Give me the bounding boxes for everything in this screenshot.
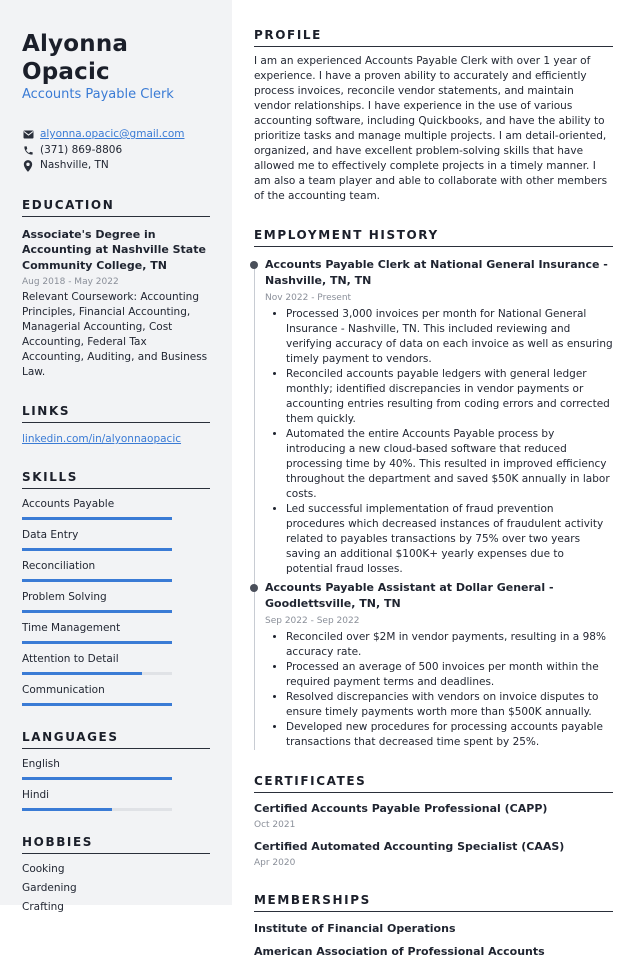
skill-label: Problem Solving xyxy=(22,591,210,604)
memberships-section xyxy=(254,893,613,963)
membership-item: American Association of Professional Accounts xyxy=(254,941,613,963)
languages-section xyxy=(22,730,210,811)
skill-level-bar xyxy=(22,548,172,551)
skill-label: Time Management xyxy=(22,622,210,635)
profile-text: I am an experienced Accounts Payable Clerk with over 1 year of experience. I have a proven ability to accurately and efficiently process invoices, reconcile vendor statements, and maintain vendor relationships. I have experience in the use of various accounting software, including Quickbooks, and have the ability to prioritize tasks and manage multiple projects. I am detail-oriented, organized, and have excellent problem-solving skills that have allowed me to effectively complete projects in a timely manner. I am also a team player and able to collaborate with other members of the accounting team. xyxy=(254,54,613,204)
skill-level-bar xyxy=(22,579,172,582)
language-level-bar xyxy=(22,808,172,811)
hobby-item: Crafting xyxy=(22,898,210,917)
skill-level-bar xyxy=(22,610,172,613)
hobbies-heading: HOBBIES xyxy=(22,835,210,854)
job-entry-dates: Sep 2022 - Sep 2022 xyxy=(265,615,613,627)
linkedin-link[interactable]: linkedin.com/in/alyonnaopacic xyxy=(22,433,181,445)
language-level-fill xyxy=(22,777,172,780)
skill-level-fill xyxy=(22,548,172,551)
links-heading: LINKS xyxy=(22,404,210,423)
job-title: Accounts Payable Clerk xyxy=(22,86,210,103)
skill-item xyxy=(22,653,210,675)
skill-label: Communication xyxy=(22,684,210,697)
languages-heading: LANGUAGES xyxy=(22,730,210,749)
skills-section xyxy=(22,470,210,706)
memberships-list xyxy=(254,918,613,963)
skill-label: Data Entry xyxy=(22,529,210,542)
skill-label: Reconciliation xyxy=(22,560,210,573)
certificate-item xyxy=(254,839,613,869)
skill-level-fill xyxy=(22,610,172,613)
phone-number: (371) 869-8806 xyxy=(40,143,122,159)
hobbies-list xyxy=(22,860,210,917)
language-level-fill xyxy=(22,808,112,811)
job-bullets xyxy=(265,630,613,750)
job-entry xyxy=(254,257,613,577)
job-entry xyxy=(254,580,613,750)
employment-section xyxy=(254,228,613,750)
certificate-item xyxy=(254,801,613,831)
phone-icon xyxy=(22,145,34,156)
certificate-date: Oct 2021 xyxy=(254,819,613,831)
job-bullets xyxy=(265,307,613,577)
email-link[interactable]: alyonna.opacic@gmail.com xyxy=(40,127,184,143)
language-level-bar xyxy=(22,777,172,780)
links-section xyxy=(22,404,210,446)
skill-level-fill xyxy=(22,641,172,644)
education-section xyxy=(22,198,210,381)
mail-icon xyxy=(22,130,34,139)
employment-heading: EMPLOYMENT HISTORY xyxy=(254,228,613,247)
education-degree: Associate's Degree in Accounting at Nashville State Community College, TN xyxy=(22,227,210,274)
skill-item xyxy=(22,591,210,613)
job-bullet: • Reconciled accounts payable ledgers with general ledger monthly; identified discrepancies in vendor payments or accounting entries resulting from coding errors and corrected them quickly. xyxy=(286,367,613,427)
skill-item xyxy=(22,529,210,551)
job-bullet: • Led successful implementation of fraud prevention procedures which decreased instances of fraudulent activity related to payables transactions by 75% over two years saving an additional $100K+ yearly expenses due to potential fraud losses. xyxy=(286,502,613,577)
certificate-title: Certified Automated Accounting Specialist (CAAS) xyxy=(254,839,613,854)
language-item xyxy=(22,789,210,811)
sidebar xyxy=(0,0,232,905)
contact-phone xyxy=(22,143,210,159)
certificates-section xyxy=(254,774,613,869)
education-heading: EDUCATION xyxy=(22,198,210,217)
memberships-heading: MEMBERSHIPS xyxy=(254,893,613,912)
skill-item xyxy=(22,560,210,582)
skill-label: Accounts Payable xyxy=(22,498,210,511)
skill-item xyxy=(22,622,210,644)
timeline-dot-icon xyxy=(250,261,258,269)
certificate-date: Apr 2020 xyxy=(254,857,613,869)
job-bullet: • Automated the entire Accounts Payable process by introducing a new cloud-based software that reduced processing time by 40%. This resulted in improved efficiency throughout the department and saved $50K annually in labor costs. xyxy=(286,427,613,502)
skill-level-fill xyxy=(22,672,142,675)
skill-level-fill xyxy=(22,703,172,706)
job-bullet: • Processed an average of 500 invoices per month within the required payment terms and deadlines. xyxy=(286,660,613,690)
job-bullet: • Resolved discrepancies with vendors on invoice disputes to ensure timely payments worth more than $500K annually. xyxy=(286,690,613,720)
contact-location xyxy=(22,158,210,174)
language-label: English xyxy=(22,758,210,771)
job-entry-dates: Nov 2022 - Present xyxy=(265,292,613,304)
contact-info xyxy=(22,127,210,174)
main-content xyxy=(232,0,640,905)
hobby-item: Gardening xyxy=(22,879,210,898)
education-description: Relevant Coursework: Accounting Principles, Financial Accounting, Managerial Accounting, Cost Accounting, Federal Tax Accounting, Auditing, and Business Law. xyxy=(22,290,210,380)
skill-item xyxy=(22,498,210,520)
skill-level-fill xyxy=(22,517,172,520)
job-entry-title: Accounts Payable Assistant at Dollar General - Goodlettsville, TN, TN xyxy=(265,580,613,612)
employment-timeline xyxy=(254,257,613,750)
timeline-dot-icon xyxy=(250,584,258,592)
location-pin-icon xyxy=(22,160,34,172)
skill-level-bar xyxy=(22,672,172,675)
language-item xyxy=(22,758,210,780)
candidate-name: Alyonna Opacic xyxy=(22,30,210,86)
job-bullet: • Processed 3,000 invoices per month for National General Insurance - Nashville, TN. This included reviewing and verifying accuracy of data on each invoice as well as ensuring timely payment to vendors. xyxy=(286,307,613,367)
certificates-heading: CERTIFICATES xyxy=(254,774,613,793)
job-bullet: • Reconciled over $2M in vendor payments, resulting in a 98% accuracy rate. xyxy=(286,630,613,660)
profile-heading: PROFILE xyxy=(254,28,613,47)
skill-label: Attention to Detail xyxy=(22,653,210,666)
language-label: Hindi xyxy=(22,789,210,802)
skills-heading: SKILLS xyxy=(22,470,210,489)
contact-email xyxy=(22,127,210,143)
education-dates: Aug 2018 - May 2022 xyxy=(22,276,210,288)
membership-item: Institute of Financial Operations xyxy=(254,918,613,941)
skill-level-bar xyxy=(22,641,172,644)
profile-section xyxy=(254,28,613,204)
job-entry-title: Accounts Payable Clerk at National General Insurance - Nashville, TN, TN xyxy=(265,257,613,289)
hobby-item: Cooking xyxy=(22,860,210,879)
job-bullet: • Developed new procedures for processing accounts payable transactions that decreased time spent by 25%. xyxy=(286,720,613,750)
certificate-title: Certified Accounts Payable Professional (CAPP) xyxy=(254,801,613,816)
location-text: Nashville, TN xyxy=(40,158,109,174)
skill-level-bar xyxy=(22,703,172,706)
skill-level-bar xyxy=(22,517,172,520)
skill-item xyxy=(22,684,210,706)
skill-level-fill xyxy=(22,579,172,582)
